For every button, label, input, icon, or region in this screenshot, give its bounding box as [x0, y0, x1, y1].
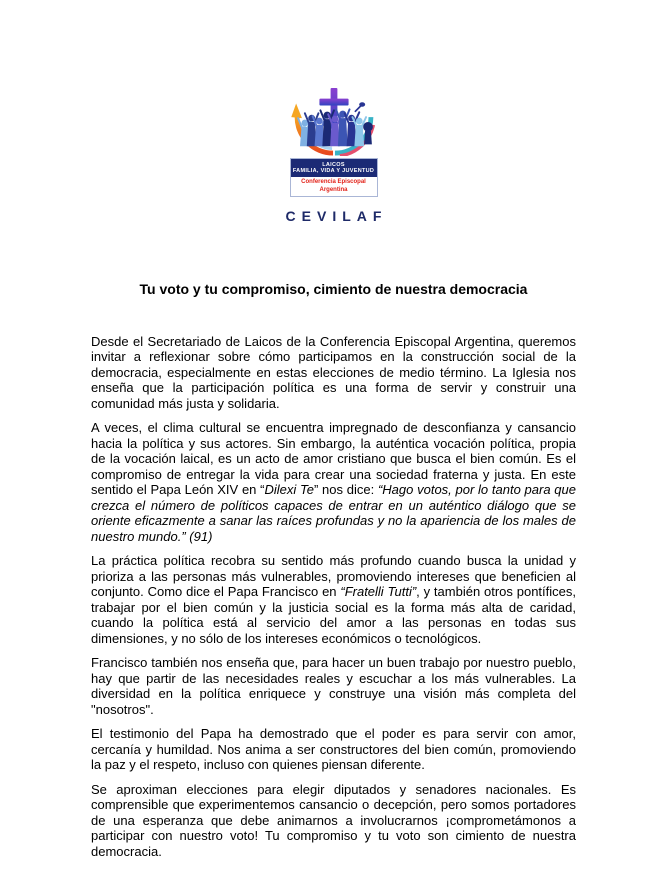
text-run: “Fratelli Tutti” [340, 584, 417, 600]
body-paragraph [91, 334, 576, 412]
text-run: , y también otros pontífices, trabajar por el bien común y la justicia social es la forma más alta de caridad, cuando la política está al servicio del amor a las personas en todas sus dimensiones, y no sólo de los intereses económicos o tecnológicos. [91, 584, 576, 646]
org-name: CEVILAF [285, 207, 388, 224]
body-paragraph [91, 655, 576, 717]
text-run: Se aproximan elecciones para elegir diputados y senadores nacionales. Es comprensible que experimentemos cansancio o decepción, pero somos portadores de una esperanza que debe animarnos a involucrarnos ¡comprometámonos a participar con nuestro voto! Tu compromiso y tu voto son cimiento de nuestra democracia. [91, 781, 576, 859]
logo-banner-line2: FAMILIA, VIDA Y JUVENTUD [292, 168, 375, 175]
text-run: ” nos dice: [313, 482, 378, 498]
text-run: La práctica política recobra su sentido más profundo cuando busca la unidad y prioriza a las personas más vulnerables, promoviendo intereses que beneficien al conjunto. Como dice el Papa Francisco en [91, 553, 576, 600]
body-paragraph [91, 726, 576, 773]
page-title: Tu voto y tu compromiso, cimiento de nuestra democracia [139, 280, 528, 297]
crowd-icon [298, 103, 372, 147]
document-body [91, 334, 576, 860]
logo-emblem-icon [283, 88, 385, 156]
logo-banner [290, 158, 378, 197]
body-paragraph [91, 553, 576, 646]
body-paragraph [91, 782, 576, 860]
text-run: Francisco también nos enseña que, para hacer un buen trabajo por nuestro pueblo, hay que partir de las necesidades reales y escuchar a los más vulnerables. La diversidad en la política enriquece y construye una visión más completa del "nosotros". [91, 655, 576, 717]
text-run: Dilexi Te [264, 482, 314, 498]
logo-banner-line3: Conferencia Episcopal Argentina [301, 179, 366, 194]
text-run: El testimonio del Papa ha demostrado que el poder es para servir con amor, cercanía y humildad. Nos anima a ser constructores del bien común, promoviendo la paz y el respeto, incluso con quienes piensan diferente. [91, 726, 576, 773]
text-run: “Hago votos, por lo tanto para que crezca el número de políticos capaces de entrar en un auténtico diálogo que se oriente eficazmente a sanar las raíces profundas y no la apariencia de los males de nuestro mundo.” (91) [91, 482, 576, 544]
logo-banner-navy [291, 159, 377, 177]
cevilaf-logo [0, 0, 667, 224]
text-run: A veces, el clima cultural se encuentra impregnado de desconfianza y cansancio hacia la política y sus actores. Sin embargo, la auténtica vocación política, propia de la vocación laical, es un acto de amor cristiano que busca el bien común. Es el compromiso de entregar la vida para crear una sociedad fraterna y justa. En este sentido el Papa León XIV en “ [91, 420, 576, 498]
body-paragraph [91, 420, 576, 544]
logo-banner-line1: LAICOS [322, 161, 345, 168]
text-run: Desde el Secretariado de Laicos de la Conferencia Episcopal Argentina, queremos invitar a reflexionar sobre cómo participamos en la construcción social de la democracia, especialmente en estas elecciones de medio término. La Iglesia nos enseña que la participación política es una forma de servir y construir una comunidad más justa y solidaria. [91, 333, 576, 411]
